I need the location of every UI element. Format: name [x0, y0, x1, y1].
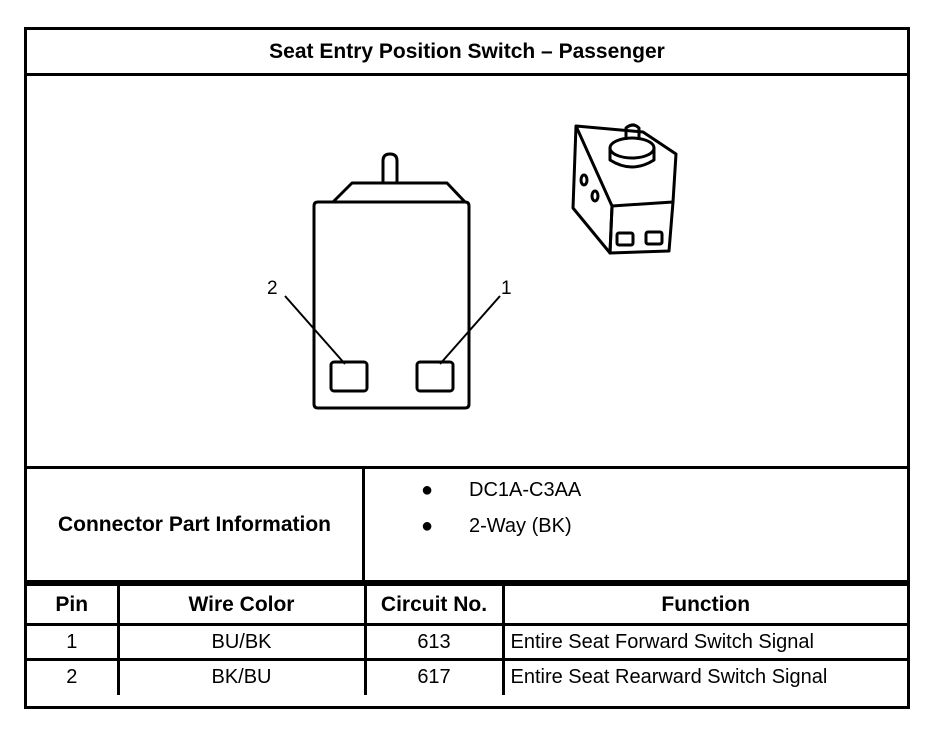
connector-body-outline	[314, 202, 469, 408]
connector-shoulder	[333, 183, 465, 202]
sheet-title: Seat Entry Position Switch – Passenger	[27, 30, 907, 76]
circuit-cell: 617	[365, 660, 503, 695]
table-header-row	[27, 585, 907, 625]
column-header-circuit: Circuit No.	[365, 585, 503, 625]
pin-cavity-1	[417, 362, 453, 391]
connector-figure	[27, 76, 907, 466]
column-header-pin: Pin	[27, 585, 118, 625]
info-item	[421, 515, 572, 538]
pin-cell: 1	[27, 625, 118, 660]
function-cell: Entire Seat Forward Switch Signal	[503, 625, 907, 660]
connector-sheet	[24, 27, 910, 709]
connector-drawing	[27, 76, 907, 466]
info-item-text: 2-Way (BK)	[469, 515, 572, 537]
wire-color-cell: BK/BU	[118, 660, 365, 695]
info-item	[421, 479, 581, 502]
pin-cell: 2	[27, 660, 118, 695]
connector-info-list	[365, 469, 907, 580]
bullet-icon: ●	[421, 479, 434, 501]
info-item-text: DC1A-C3AA	[469, 479, 582, 501]
connector-nub	[383, 154, 397, 183]
pin-cavity-2	[331, 362, 367, 391]
pin-label-1: 1	[501, 278, 512, 299]
table-row	[27, 660, 907, 695]
function-cell: Entire Seat Rearward Switch Signal	[503, 660, 907, 695]
column-header-wire-color: Wire Color	[118, 585, 365, 625]
connector-iso-view	[573, 125, 676, 253]
table-row	[27, 625, 907, 660]
connector-info-label: Connector Part Information	[27, 469, 365, 580]
pin-label-2: 2	[267, 278, 278, 299]
column-header-function: Function	[503, 585, 907, 625]
wire-color-cell: BU/BK	[118, 625, 365, 660]
connector-info-row	[27, 466, 907, 583]
pin-table	[27, 583, 907, 695]
circuit-cell: 613	[365, 625, 503, 660]
bullet-icon: ●	[421, 515, 434, 537]
